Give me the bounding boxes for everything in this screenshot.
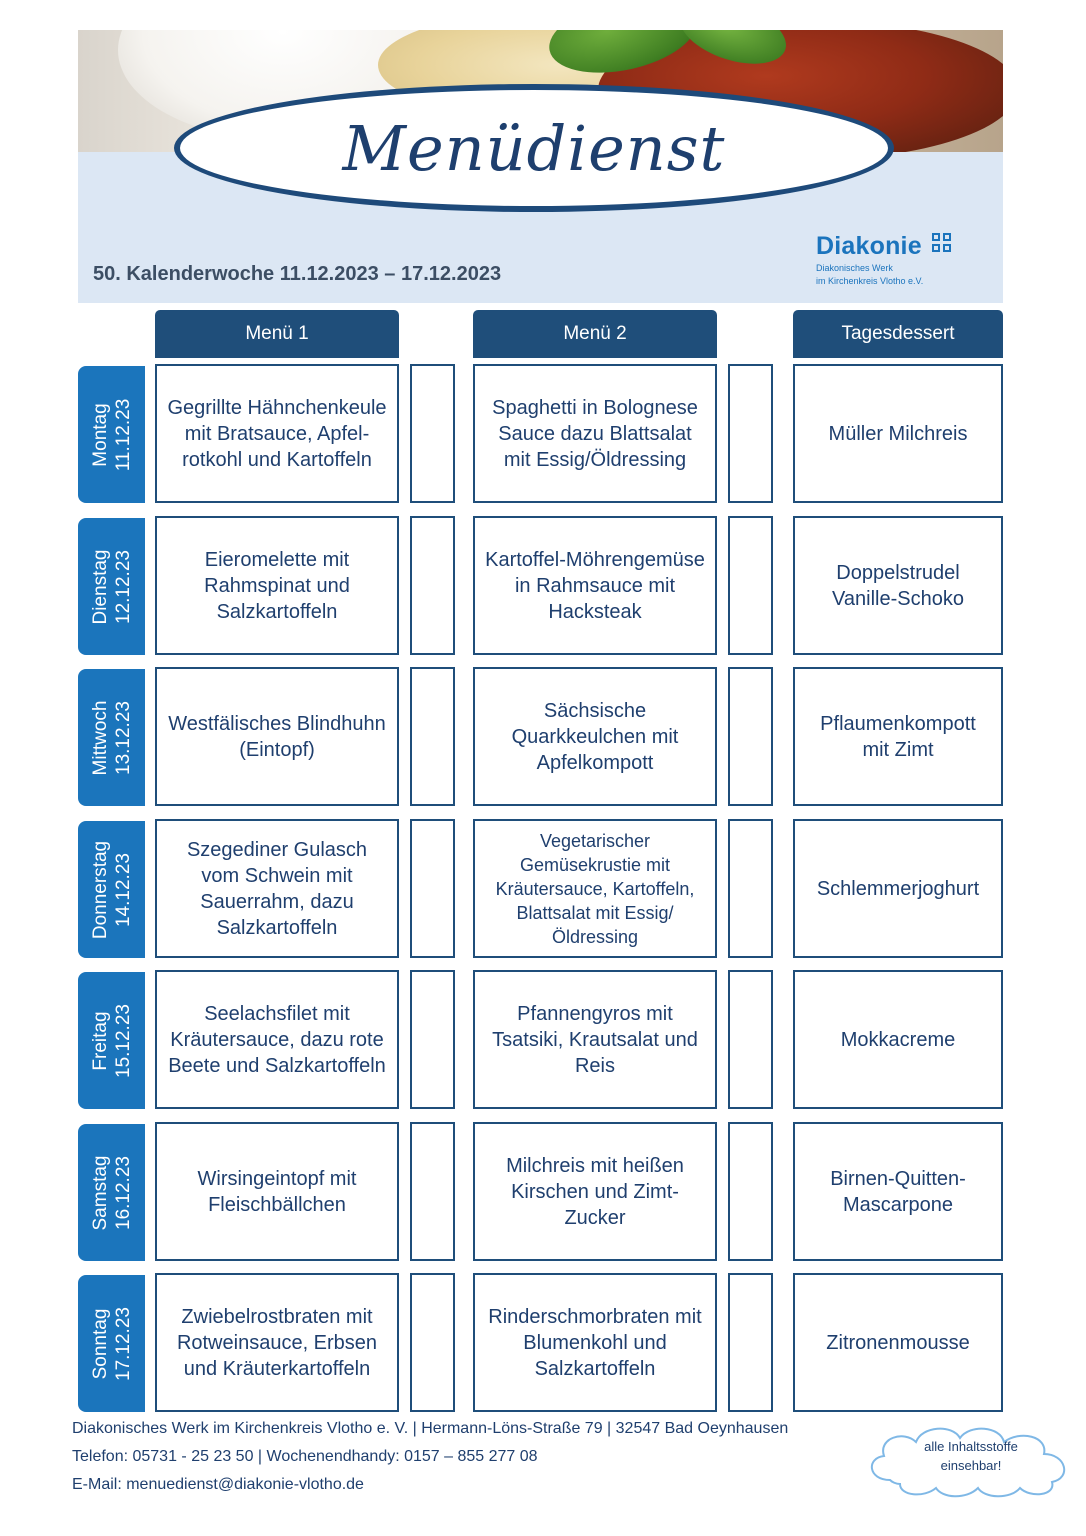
dessert-cell: Zitronenmousse (793, 1273, 1003, 1412)
menu2-checkbox[interactable] (728, 970, 773, 1109)
menu1-checkbox[interactable] (410, 364, 455, 503)
logo-name: Diakonie (816, 232, 922, 260)
day-tab (78, 669, 145, 806)
column-header-dessert: Tagesdessert (793, 310, 1003, 358)
menu1-cell: Wirsingeintopf mit Fleischbällchen (155, 1122, 399, 1261)
menu1-cell: Zwiebelrostbraten mit Rotweinsauce, Erbsen und Kräuterkartoffeln (155, 1273, 399, 1412)
menu2-cell: Spaghetti in Bolognese Sauce dazu Blattsalat mit Essig/Öldressing (473, 364, 717, 503)
day-name: Mittwoch (89, 700, 111, 775)
footer-contact (72, 1415, 788, 1499)
menu1-checkbox[interactable] (410, 819, 455, 958)
day-label (89, 367, 135, 503)
diakonie-cross-icon (932, 233, 952, 253)
dessert-cell: Pflaumenkompott mit Zimt (793, 667, 1003, 806)
day-label (89, 1276, 135, 1412)
day-name: Sonntag (89, 1308, 111, 1379)
dessert-cell: Birnen-Quitten-Mascarpone (793, 1122, 1003, 1261)
day-name: Samstag (89, 1155, 111, 1230)
day-date: 16.12.23 (112, 1155, 134, 1230)
day-label (89, 822, 135, 958)
menu1-cell: Eieromelette mit Rahmspinat und Salzkartoffeln (155, 516, 399, 655)
header-banner (78, 30, 1003, 303)
day-tab (78, 1275, 145, 1412)
day-label (89, 973, 135, 1109)
day-tab (78, 1124, 145, 1261)
day-tab (78, 821, 145, 958)
day-name: Montag (89, 402, 111, 467)
menu2-cell: Sächsische Quarkkeulchen mit Apfelkompott (473, 667, 717, 806)
menu2-checkbox[interactable] (728, 364, 773, 503)
day-tab (78, 366, 145, 503)
menu2-cell: Vegetarischer Gemüsekrustie mit Kräutersauce, Kartoffeln, Blattsalat mit Essig/Öldressing (473, 819, 717, 958)
column-header-menu2: Menü 2 (473, 310, 717, 358)
footer-email: E-Mail: menuedienst@diakonie-vlotho.de (72, 1476, 364, 1493)
menu1-checkbox[interactable] (410, 1273, 455, 1412)
menu2-cell: Rinderschmorbraten mit Blumenkohl und Salzkartoffeln (473, 1273, 717, 1412)
day-name: Freitag (89, 1010, 111, 1071)
menu2-checkbox[interactable] (728, 667, 773, 806)
day-date: 15.12.23 (112, 1003, 134, 1078)
day-date: 11.12.23 (112, 398, 134, 471)
day-label (89, 1125, 135, 1261)
day-name: Donnerstag (89, 840, 111, 939)
menu2-cell: Pfannengyros mit Tsatsiki, Krautsalat und Reis (473, 970, 717, 1109)
dessert-cell: Mokkacreme (793, 970, 1003, 1109)
cloud-note-line: alle Inhaltsstoffe (924, 1439, 1018, 1454)
menu2-cell: Kartoffel-Möhrengemüse in Rahmsauce mit Hacksteak (473, 516, 717, 655)
footer-phone: Telefon: 05731 - 25 23 50 | Wochenendhandy: 0157 – 855 277 08 (72, 1448, 538, 1465)
day-tab (78, 518, 145, 655)
day-date: 13.12.23 (112, 700, 134, 775)
menu2-checkbox[interactable] (728, 516, 773, 655)
menu2-cell: Milchreis mit heißen Kirschen und Zimt-Zucker (473, 1122, 717, 1261)
title-oval (174, 84, 894, 212)
day-label (89, 670, 135, 806)
menu1-cell: Gegrillte Hähnchenkeule mit Bratsauce, Apfel-rotkohl und Kartoffeln (155, 364, 399, 503)
footer-address: Diakonisches Werk im Kirchenkreis Vlotho e. V. | Hermann-Löns-Straße 79 | 32547 Bad Oeynhausen (72, 1420, 789, 1437)
dessert-cell: Doppelstrudel Vanille-Schoko (793, 516, 1003, 655)
day-date: 12.12.23 (112, 549, 134, 624)
dessert-cell: Müller Milchreis (793, 364, 1003, 503)
menu1-cell: Szegediner Gulasch vom Schwein mit Sauerrahm, dazu Salzkartoffeln (155, 819, 399, 958)
day-label (89, 519, 135, 655)
menu1-checkbox[interactable] (410, 516, 455, 655)
diakonie-logo (816, 232, 996, 287)
logo-subtitle: Diakonisches Werk (816, 263, 893, 273)
day-name: Dienstag (89, 549, 111, 624)
cloud-note (860, 1437, 1082, 1475)
cloud-note-line: einsehbar! (940, 1458, 1002, 1473)
menu1-cell: Westfälisches Blindhuhn (Eintopf) (155, 667, 399, 806)
logo-subtitle: im Kirchenkreis Vlotho e.V. (816, 276, 924, 286)
dessert-cell: Schlemmerjoghurt (793, 819, 1003, 958)
day-date: 14.12.23 (112, 852, 134, 927)
calendar-week: 50. Kalenderwoche 11.12.2023 – 17.12.2023 (93, 263, 502, 285)
day-tab (78, 972, 145, 1109)
menu1-checkbox[interactable] (410, 970, 455, 1109)
menu2-checkbox[interactable] (728, 819, 773, 958)
page-title: Menüdienst (342, 112, 726, 185)
day-date: 17.12.23 (112, 1306, 134, 1381)
column-header-menu1: Menü 1 (155, 310, 399, 358)
menu2-checkbox[interactable] (728, 1122, 773, 1261)
menu1-cell: Seelachsfilet mit Kräutersauce, dazu rote Beete und Salzkartoffeln (155, 970, 399, 1109)
menu2-checkbox[interactable] (728, 1273, 773, 1412)
menu1-checkbox[interactable] (410, 667, 455, 806)
menu1-checkbox[interactable] (410, 1122, 455, 1261)
